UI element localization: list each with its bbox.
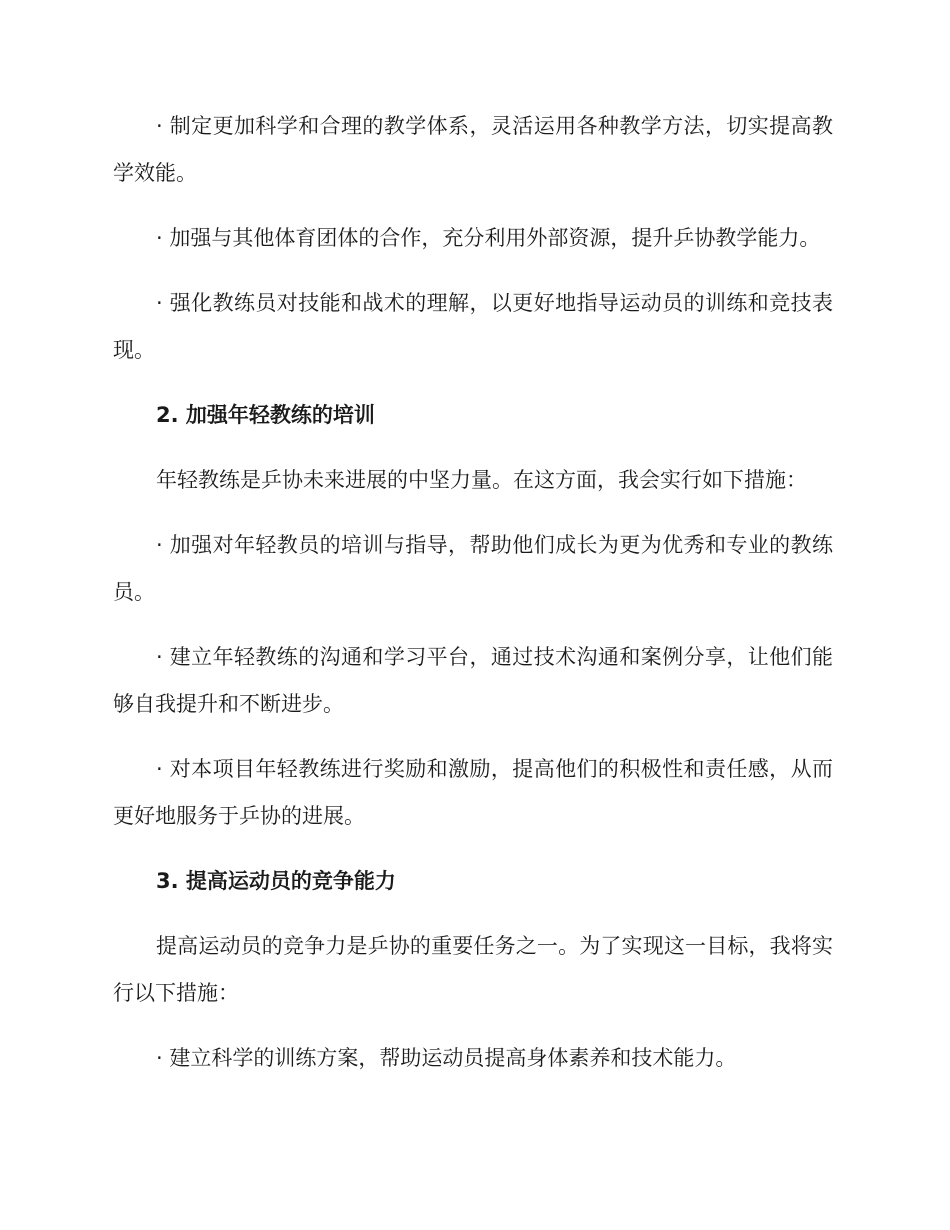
bullet-paragraph: · 建立年轻教练的沟通和学习平台，通过技术沟通和案例分享，让他们能够自我提升和不断进步。	[113, 645, 833, 716]
section-heading: 2. 加强年轻教练的培训	[156, 403, 375, 427]
bullet-paragraph: · 强化教练员对技能和战术的理解，以更好地指导运动员的训练和竞技表现。	[113, 291, 833, 362]
bullet-paragraph: · 建立科学的训练方案，帮助运动员提高身体素养和技术能力。	[156, 1046, 737, 1070]
bullet-paragraph: · 加强对年轻教员的培训与指导，帮助他们成长为更为优秀和专业的教练员。	[113, 533, 833, 604]
body-paragraph: 提高运动员的竞争力是乒协的重要任务之一。为了实现这一目标，我将实行以下措施：	[113, 934, 833, 1005]
section-heading: 3. 提高运动员的竞争能力	[156, 869, 396, 893]
document-body	[113, 103, 833, 1100]
bullet-paragraph: · 制定更加科学和合理的教学体系，灵活运用各种教学方法，切实提高教学效能。	[113, 114, 833, 185]
body-paragraph: 年轻教练是乒协未来进展的中坚力量。在这方面，我会实行如下措施：	[156, 468, 807, 492]
bullet-paragraph: · 对本项目年轻教练进行奖励和激励，提高他们的积极性和责任感，从而更好地服务于乒协的进展。	[113, 757, 833, 828]
bullet-paragraph: · 加强与其他体育团体的合作，充分利用外部资源，提升乒协教学能力。	[156, 226, 821, 250]
